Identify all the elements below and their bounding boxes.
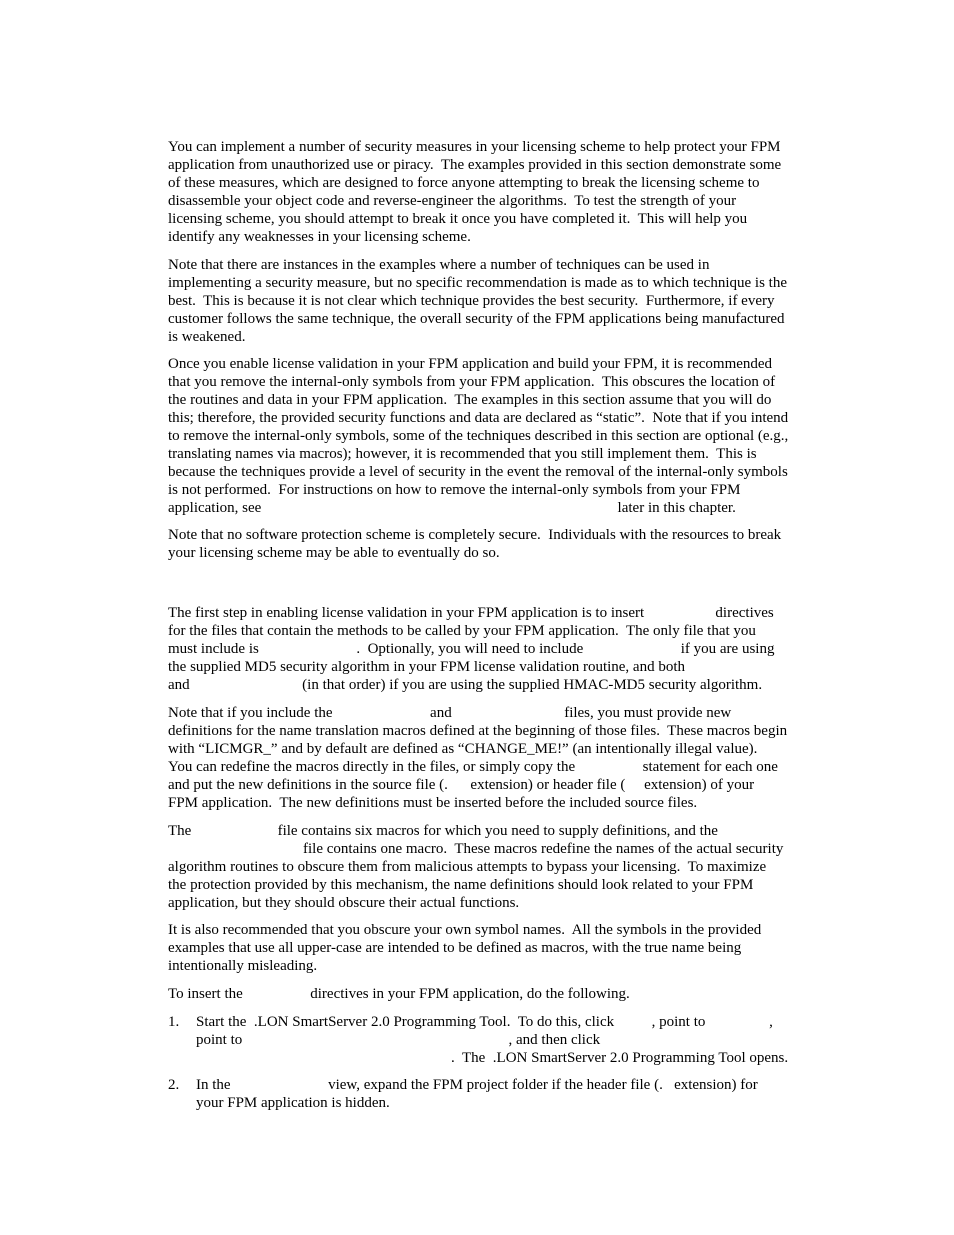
text-line: The file contains six macros for which you need to supply definitions, and the [168,823,718,839]
text-line: your FPM application is hidden. [196,1095,390,1111]
text-line: that you remove the internal-only symbols from your FPM application. This obscures the location of [168,374,776,390]
text-line: The first step in enabling license validation in your FPM application is to insert directives [168,605,774,621]
text-line: file contains one macro. These macros redefine the names of the actual security [168,841,784,857]
text-line: disassemble your object code and reverse-engineer the algorithms. To test the strength of your [168,193,737,209]
text-line: the routines and data in your FPM application. The examples in this section assume that you will do [168,392,772,408]
text-line: definitions for the name translation macros defined at the beginning of those files. These macros begin [168,723,788,739]
text-line: licensing scheme, you should attempt to break it once you have completed it. This will help you [168,211,748,227]
text-line: and put the new definitions in the source file (. extension) or header file ( extension) of your [168,777,755,793]
text-line: application, but they should obscure their actual functions. [168,895,520,911]
text-line: must include is . Optionally, you will need to include if you are using [168,641,775,657]
text-line: the supplied MD5 security algorithm in your FPM license validation routine, and both [168,659,686,675]
paragraph-insert-directives-intro [168,985,818,1003]
text-line: To insert the directives in your FPM application, do the following. [168,986,630,1002]
text-line: the protection provided by this mechanism, the name definitions should look related to your FPM [168,877,754,893]
paragraph-techniques-note [168,256,818,346]
paragraph-not-secure [168,526,818,562]
text-line: It is also recommended that you obscure your own symbol names. All the symbols in the provided [168,922,762,938]
step-text [196,1013,818,1067]
text-line: algorithm routines to obscure them from malicious attempts to bypass your licensing. To maximize [168,859,767,875]
text-line: this; therefore, the provided security functions and data are declared as “static”. Note that if you intend [168,410,789,426]
text-line: point to , and then click [196,1032,601,1048]
text-line: You can implement a number of security measures in your licensing scheme to help protect your FPM [168,139,781,155]
text-line: of these measures, which are designed to force anyone attempting to break the licensing scheme to [168,175,760,191]
text-line: application from unauthorized use or piracy. The examples provided in this section demonstrate some [168,157,782,173]
paragraph-name-translation-macros [168,704,818,812]
step-number: 2. [168,1077,180,1093]
text-line: You can redefine the macros directly in the files, or simply copy the statement for each one [168,759,778,775]
text-line: implementing a security measure, but no specific recommendation is made as to which technique is the [168,275,787,291]
text-line: is not performed. For instructions on how to remove the internal-only symbols from your FPM [168,482,741,498]
text-line: for the files that contain the methods to be called by your FPM application. The only file that you [168,623,756,639]
text-line: Note that there are instances in the examples where a number of techniques can be used in [168,257,710,273]
text-line: Once you enable license validation in your FPM application and build your FPM, it is recommended [168,356,773,372]
text-line: intentionally misleading. [168,958,318,974]
text-line: Note that no software protection scheme is completely secure. Individuals with the resources to break [168,527,782,543]
paragraph-security-measures [168,138,818,246]
text-line: best. This is because it is not clear which technique provides the best security. Furthermore, if every [168,293,775,309]
text-line: with “LICMGR_” and by default are defined as “CHANGE_ME!” (an intentionally illegal value). [168,741,758,757]
text-line: Start the .LON SmartServer 2.0 Programming Tool. To do this, click , point to , [196,1014,773,1030]
text-line: to remove the internal-only symbols, some of the techniques described in this section are optional (e.g., [168,428,789,444]
text-line: customer follows the same technique, the overall security of the FPM applications being manufactured [168,311,785,327]
paragraph-include-directives [168,604,818,694]
paragraph-macro-definitions [168,822,818,912]
text-line: is weakened. [168,329,246,345]
text-line: FPM application. The new definitions must be inserted before the included source files. [168,795,698,811]
text-line: . The .LON SmartServer 2.0 Programming Tool opens. [196,1050,789,1066]
text-line: identify any weaknesses in your licensing scheme. [168,229,471,245]
text-line: translating names via macros); however, it is recommended that you still implement them. This is [168,446,757,462]
text-line: examples that use all upper-case are intended to be defined as macros, with the true name being [168,940,742,956]
text-line: Note that if you include the and files, you must provide new [168,705,732,721]
text-line: In the view, expand the FPM project folder if the header file (. extension) for [196,1077,758,1093]
text-line: your licensing scheme may be able to eventually do so. [168,545,500,561]
step-number: 1. [168,1014,180,1030]
paragraph-obscure-symbols [168,921,818,975]
paragraph-remove-symbols [168,355,818,517]
text-line: because the techniques provide a level of security in the event the removal of the internal-only symbols [168,464,788,480]
step-text [196,1076,818,1112]
text-line: application, see later in this chapter. [168,500,736,516]
text-line: and (in that order) if you are using the supplied HMAC-MD5 security algorithm. [168,677,763,693]
